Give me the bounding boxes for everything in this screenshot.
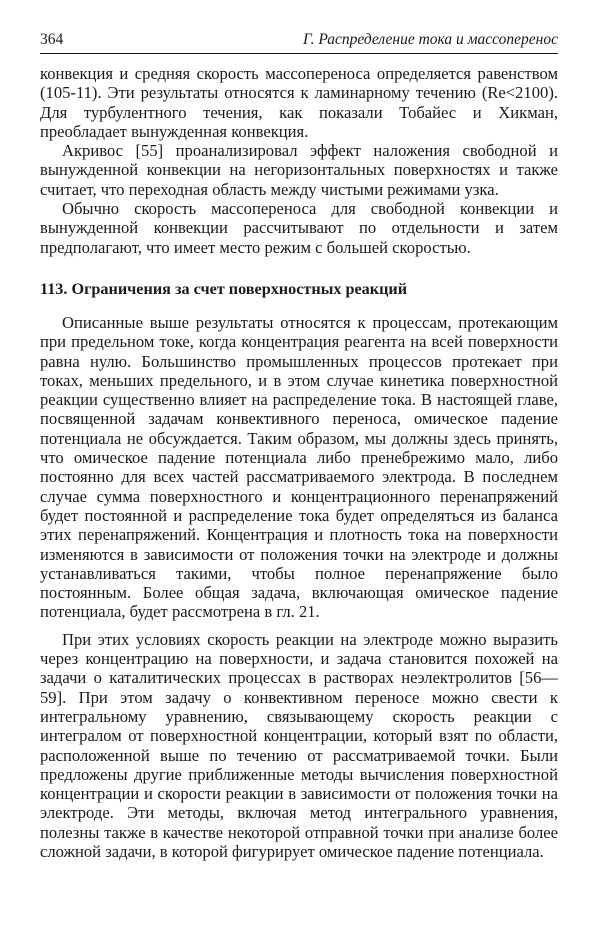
section-heading: 113. Ограничения за счет поверхностных реакций xyxy=(40,279,408,298)
paragraph: Описанные выше результаты относятся к процессам, протекающим при предельном токе, когда концентрация реагента на всей поверхности равна нулю. Большинство промышленных процессов протекает при токах, меньших предельного, и в этом случае кинетика поверхностной реакции существенно влияет на распределение тока. В настоящей главе, посвященной задачам конвективного переноса, омическое падение потенциала не обсуждается. Таким образом, мы должны здесь принять, что омическое падение потенциала либо пренебрежимо мало, либо постоянно для всех частей рассматриваемого электрода. В последнем случае сумма поверхностного и концентрационного перенапряжений будет постоянной и распределение тока будет определяться из баланса этих перенапряжений. Концентрация и плотность тока на поверхности изменяются в зависимости от положения точки на электроде и должны устанавливаться такими, чтобы полное перенапряжение было постоянным. Более общая задача, включающая омическое падение потенциала, будет рассмотрена в гл. 21. xyxy=(40,312,558,622)
book-page xyxy=(40,30,558,861)
paragraph: конвекция и средняя скорость массопереноса определяется равенством (105-11). Эти результаты относятся к ламинарному течению (Re<2100). Для турбулентного течения, как показали Тобайес и Хикман, преобладает вынужденная конвекция. xyxy=(40,64,558,141)
running-title: Г. Распределение тока и массоперенос xyxy=(302,31,558,48)
body-text xyxy=(40,64,558,861)
page-number: 364 xyxy=(40,31,64,48)
paragraph: При этих условиях скорость реакции на электроде можно выразить через концентрацию на поверхности, и задача становится похожей на задачи о каталитических процессах в растворах неэлектролитов [56—59]. При этом задачу о конвективном переносе можно свести к интегральному уравнению, связывающему скорость реакции с интегралом от поверхностной концентрации, который взят по области, расположенной выше по течению от рассматриваемой точки. Были предложены другие приближенные методы вычисления поверхностной концентрации и скорости реакции в зависимости от положения точки на электроде. Эти методы, включая метод интегрального уравнения, полезны также в качестве некоторой отправной точки при анализе более сложной задачи, в которой фигурирует омическое падение потенциала. xyxy=(40,629,558,861)
paragraph: Обычно скорость массопереноса для свободной конвекции и вынужденной конвекции рассчитывают по отдельности и затем предполагают, что имеет место режим с большей скоростью. xyxy=(40,199,558,257)
page-header xyxy=(40,30,558,54)
paragraph: Акривос [55] проанализировал эффект наложения свободной и вынужденной конвекции на негоризонтальных поверхностях и также считает, что переходная область между чистыми режимами узка. xyxy=(40,141,558,199)
paragraph-spacer xyxy=(40,622,558,630)
